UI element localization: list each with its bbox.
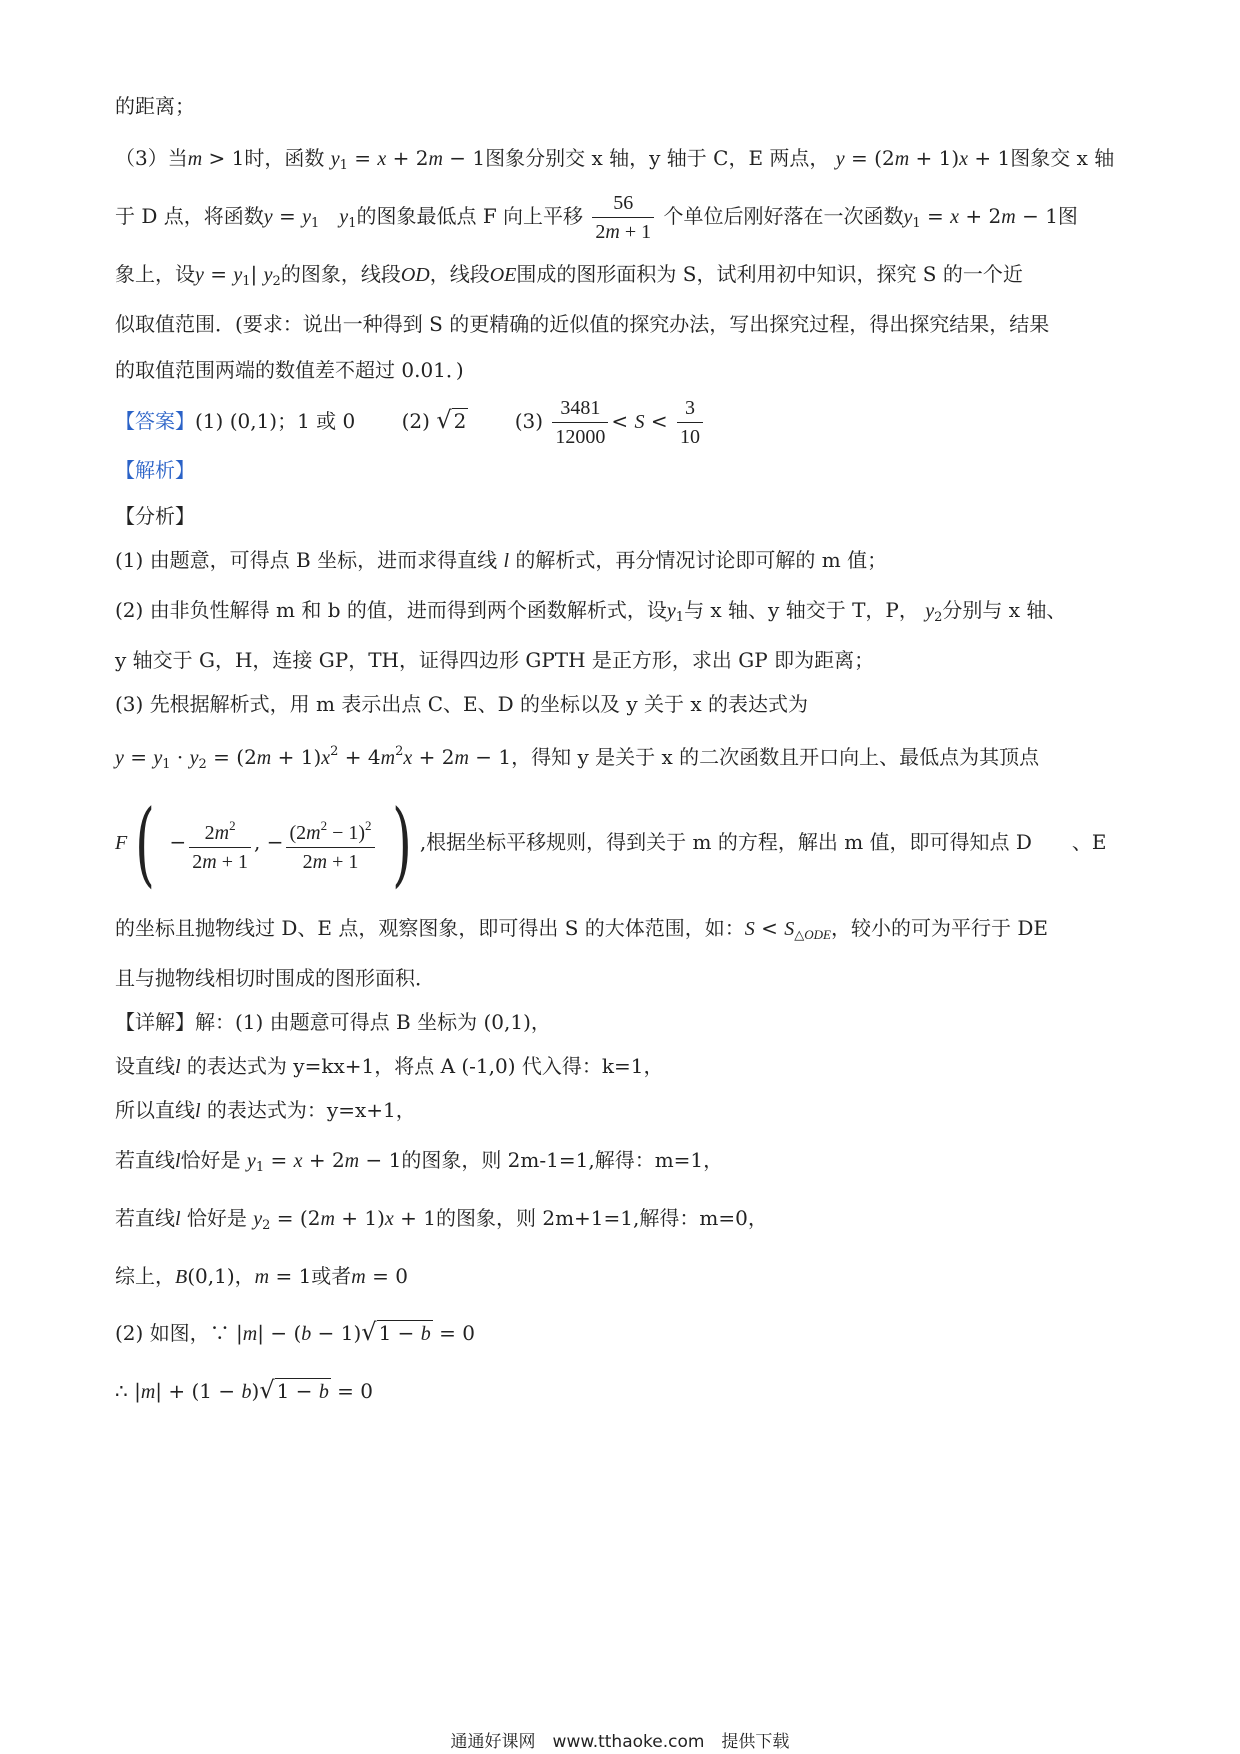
text-line: 且与抛物线相切时围成的图形面积．	[115, 966, 435, 990]
text-line: 【详解】解：(1) 由题意可得点 B 坐标为 (0,1)，	[115, 1010, 551, 1034]
text-line: (2) 如图，∵ |m| − (b − 1)√ 1 − b = 0	[115, 1318, 475, 1346]
text-line: F( − $\frac{2m^2}{2m + 1}$ , − $\frac{(2m^2 - 1)^2}{2m + 1}$ ) ,根据坐标平移规则，得到关于 m 的方程，解出 m 值，即可得知点 D 、E	[115, 789, 1107, 897]
text-line: (2) 由非负性解得 m 和 b 的值，进而得到两个函数解析式，设$y_1$与 x 轴、y 轴交于 T，P， $y_2$分别与 x 轴、	[115, 598, 1067, 625]
text-line: (1) 由题意，可得点 B 坐标，进而求得直线 l 的解析式，再分情况讨论即可解的 m 值；	[115, 548, 888, 572]
section-label: 【解析】	[115, 458, 195, 482]
text-line: 似取值范围．(要求：说出一种得到 S 的更精确的近似值的探究办法，写出探究过程，得出探究结果，结果	[115, 312, 1050, 336]
section-label: 【分析】	[115, 504, 195, 528]
text-line: ∴ |m| + (1 − b)√ 1 − b = 0	[115, 1376, 374, 1404]
text-line: 所以直线l 的表达式为：y=x+1，	[115, 1098, 416, 1122]
text-line: 的距离；	[115, 94, 195, 118]
text-line: 若直线l 恰好是 $y_2 = (2m + 1)x + 1$的图象，则 2m+1=1,解得：m=0，	[115, 1206, 768, 1233]
text-line: 于 D 点，将函数$y = y_1$ $y_1$的图象最低点 F 向上平移 $\frac{56}{2m + 1}$ 个单位后刚好落在一次函数$y_1 = x + 2m - 1$图	[115, 186, 1135, 246]
text-line: 设直线l 的表达式为 y=kx+1，将点 A (-1,0) 代入得：k=1，	[115, 1054, 664, 1078]
text-line: (3) 先根据解析式，用 m 表示出点 C、E、D 的坐标以及 y 关于 x 的表达式为	[115, 692, 809, 716]
page-footer: 通通好课网 www.tthaoke.com 提供下载	[450, 1732, 790, 1752]
answer-line: 【答案】(1) (0,1)；1 或 0 (2) √ 2 (3) $\frac{3481}{12000}$ < S < $\frac{3}{10}$	[115, 388, 1135, 452]
answer-label: 【答案】	[115, 409, 195, 433]
text-line: （3）当m > 1时，函数 $y_1 = x + 2m - 1$图象分别交 x 轴，y 轴于 C，E 两点， y = (2m + 1)x + 1图象交 x 轴	[115, 146, 1115, 173]
text-line: 综上，B(0,1)，m = 1或者m = 0	[115, 1264, 408, 1288]
text-line: 的取值范围两端的数值差不超过 0.01．)	[115, 358, 464, 382]
text-line: 的坐标且抛物线过 D、E 点，观察图象，即可得出 S 的大体范围，如：$S < S_{\triangle ODE}$，较小的可为平行于 DE	[115, 916, 1048, 942]
text-line: $y = y_1 \cdot y_2 = (2m + 1)x^2 + 4m^2x + 2m - 1$，得知 y 是关于 x 的二次函数且开口向上、最低点为其顶点	[115, 744, 1040, 772]
text-line: 若直线l恰好是 $y_1 = x + 2m - 1$的图象，则 2m-1=1,解得：m=1，	[115, 1148, 724, 1175]
text-line: y 轴交于 G，H，连接 GP，TH，证得四边形 GPTH 是正方形，求出 GP 即为距离；	[115, 648, 875, 672]
text-line: 象上，设$y = y_1|$ $y_2$的图象，线段OD，线段OE围成的图形面积为 S，试利用初中知识，探究 S 的一个近	[115, 262, 1023, 289]
